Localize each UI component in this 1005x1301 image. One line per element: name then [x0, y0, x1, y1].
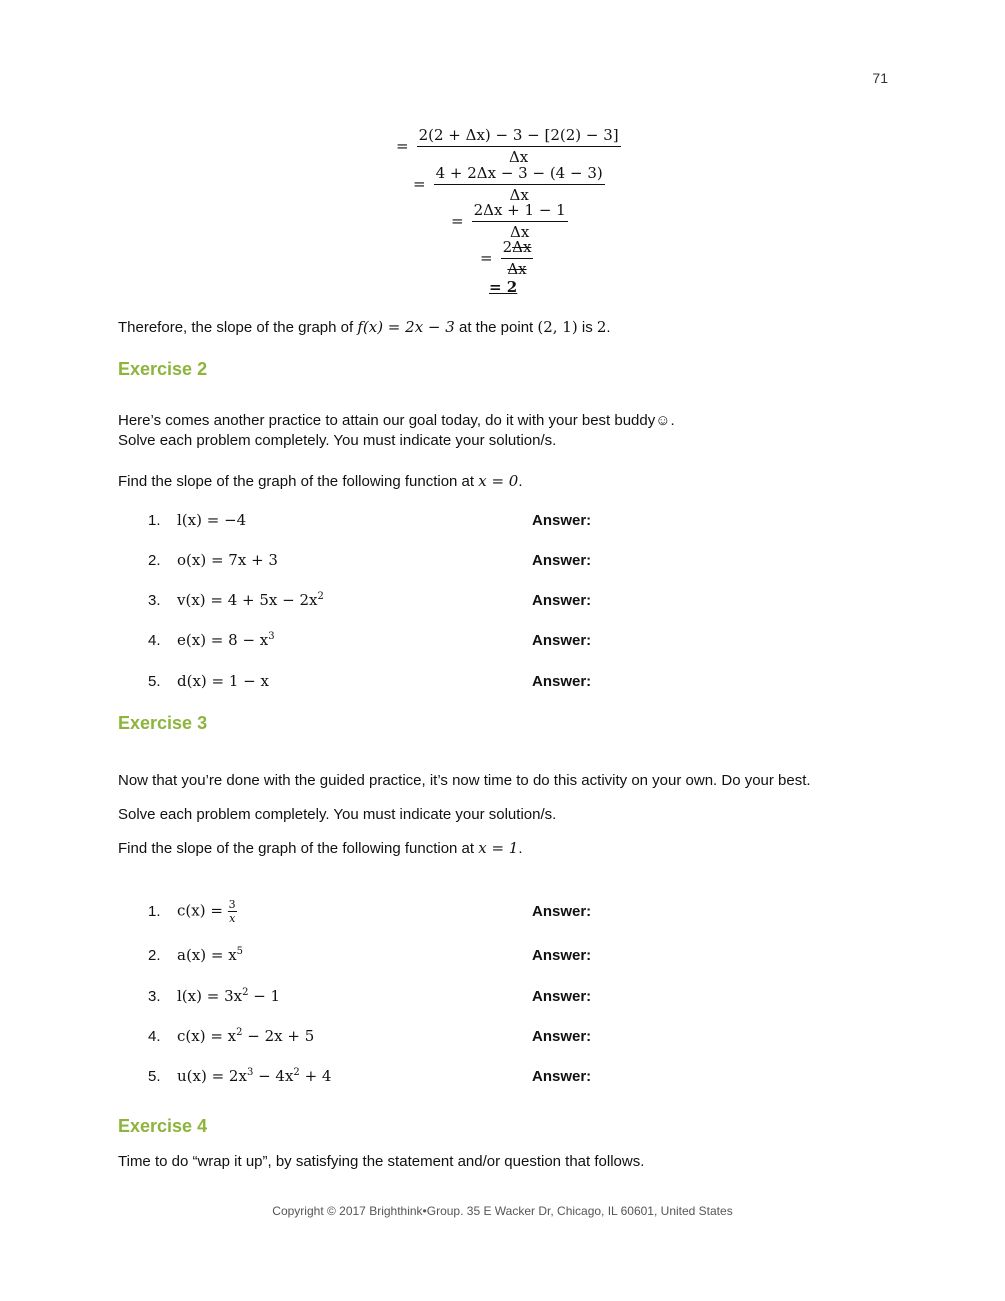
- denominator: x: [229, 912, 236, 925]
- numerator: 3: [228, 898, 236, 911]
- instruction-math: x = 1: [478, 839, 519, 857]
- list-item-number: 1.: [148, 903, 161, 920]
- expression-part: c(x) = x: [177, 1027, 237, 1045]
- exercise-2-instruction: [118, 472, 523, 490]
- answer-label: Answer:: [532, 632, 592, 649]
- fraction: [472, 201, 568, 241]
- answer-label: Answer:: [532, 1068, 592, 1085]
- exponent: 2: [236, 1027, 243, 1038]
- answer-label: Answer:: [532, 947, 592, 964]
- function-expression: [177, 898, 237, 925]
- equals-sign: =: [396, 137, 409, 155]
- expression-part: a(x) = x: [177, 946, 237, 964]
- derivation-step-4: [480, 238, 533, 278]
- instruction-text: Find the slope of the graph of the following function at: [118, 473, 479, 490]
- expression-part: v(x) = 4 + 5x − 2x: [177, 591, 318, 609]
- expression-part: c(x) =: [177, 901, 228, 920]
- numerator: 2(2 + Δx) − 3 − [2(2) − 3]: [417, 126, 621, 147]
- function-expression: [177, 1067, 331, 1085]
- conclusion-point: (2, 1): [537, 318, 578, 336]
- answer-label: Answer:: [532, 988, 592, 1005]
- expression-part: l(x) = 3x: [177, 987, 243, 1005]
- exercise-3-instruction: [118, 839, 523, 857]
- function-expression: [177, 946, 243, 964]
- conclusion-text: is: [577, 319, 597, 336]
- expression-part: + 4: [299, 1067, 332, 1085]
- function-expression: [177, 1027, 314, 1045]
- function-expression: d(x) = 1 − x: [177, 672, 269, 690]
- exponent: 3: [246, 1067, 254, 1078]
- fraction: [228, 898, 237, 925]
- numerator: 2Δx + 1 − 1: [472, 201, 568, 222]
- exponent: 3: [268, 631, 275, 642]
- expression-part: e(x) = 8 − x: [177, 631, 269, 649]
- list-item-number: 5.: [148, 673, 161, 690]
- list-item-number: 1.: [148, 512, 161, 529]
- derivation-step-3: [451, 201, 568, 241]
- derivation-step-2: [413, 164, 605, 204]
- denominator: Δx: [510, 223, 530, 241]
- exercise-2-directions: Solve each problem completely. You must indicate your solution/s.: [118, 432, 557, 449]
- numerator: 4 + 2Δx − 3 − (4 − 3): [434, 164, 605, 185]
- denominator: Δx: [509, 186, 529, 204]
- answer-label: Answer:: [532, 903, 592, 920]
- footer-copyright: Copyright © 2017 Brighthink•Group. 35 E Wacker Dr, Chicago, IL 60601, United States: [272, 1204, 733, 1218]
- derivation-result: = 2: [489, 278, 518, 296]
- page-number: 71: [872, 70, 888, 86]
- fraction: [434, 164, 605, 204]
- fraction: [501, 238, 534, 278]
- list-item-number: 4.: [148, 632, 161, 649]
- fraction: [417, 126, 621, 166]
- expression-part: − 4x: [253, 1067, 294, 1085]
- exponent: 2: [293, 1067, 300, 1078]
- function-expression: o(x) = 7x + 3: [177, 551, 278, 569]
- answer-label: Answer:: [532, 552, 592, 569]
- instruction-math: x = 0: [478, 472, 519, 490]
- answer-label: Answer:: [532, 592, 592, 609]
- coefficient: 2: [502, 238, 513, 256]
- denominator: Δx: [508, 148, 529, 166]
- list-item-number: 2.: [148, 947, 161, 964]
- exercise-4-intro: Time to do “wrap it up”, by satisfying the statement and/or question that follows.: [118, 1153, 645, 1170]
- conclusion-function: f(x) = 2x − 3: [357, 318, 455, 336]
- cancelled-term: Δx: [512, 238, 532, 256]
- list-item-number: 4.: [148, 1028, 161, 1045]
- exponent: 2: [317, 591, 324, 602]
- exercise-2-intro: Here’s comes another practice to attain our goal today, do it with your best buddy☺.: [118, 412, 675, 429]
- function-expression: [177, 631, 275, 649]
- denominator: Δx: [507, 260, 527, 278]
- function-expression: l(x) = −4: [177, 511, 247, 529]
- equals-sign: =: [413, 175, 426, 193]
- function-expression: [177, 591, 324, 609]
- expression-part: − 2x + 5: [242, 1027, 315, 1045]
- conclusion-text: at the point: [454, 319, 538, 336]
- list-item-number: 3.: [148, 988, 161, 1005]
- conclusion-value: 2: [596, 318, 607, 336]
- derivation-step-1: [396, 126, 621, 166]
- exponent: 2: [242, 987, 249, 998]
- instruction-text: Find the slope of the graph of the following function at: [118, 840, 479, 857]
- instruction-text: .: [518, 473, 523, 490]
- function-expression: [177, 987, 280, 1005]
- list-item-number: 5.: [148, 1068, 161, 1085]
- exponent: 5: [236, 946, 244, 957]
- exercise-4-heading: Exercise 4: [118, 1116, 208, 1136]
- equals-sign: =: [480, 249, 493, 267]
- expression-part: u(x) = 2x: [177, 1067, 247, 1085]
- expression-part: − 1: [248, 987, 281, 1005]
- exercise-3-directions: Solve each problem completely. You must indicate your solution/s.: [118, 806, 557, 823]
- instruction-text: .: [518, 840, 523, 857]
- answer-label: Answer:: [532, 673, 592, 690]
- exercise-2-heading: Exercise 2: [118, 359, 208, 379]
- list-item-number: 2.: [148, 552, 161, 569]
- numerator: [501, 238, 534, 259]
- answer-label: Answer:: [532, 512, 592, 529]
- equals-sign: =: [451, 212, 464, 230]
- exercise-3-heading: Exercise 3: [118, 713, 208, 733]
- conclusion-text: .: [606, 319, 611, 336]
- exercise-3-intro: Now that you’re done with the guided practice, it’s now time to do this activity on your own. Do your best.: [118, 772, 811, 789]
- conclusion-text: Therefore, the slope of the graph of: [118, 319, 358, 336]
- answer-label: Answer:: [532, 1028, 592, 1045]
- conclusion-line: [118, 318, 611, 336]
- list-item-number: 3.: [148, 592, 161, 609]
